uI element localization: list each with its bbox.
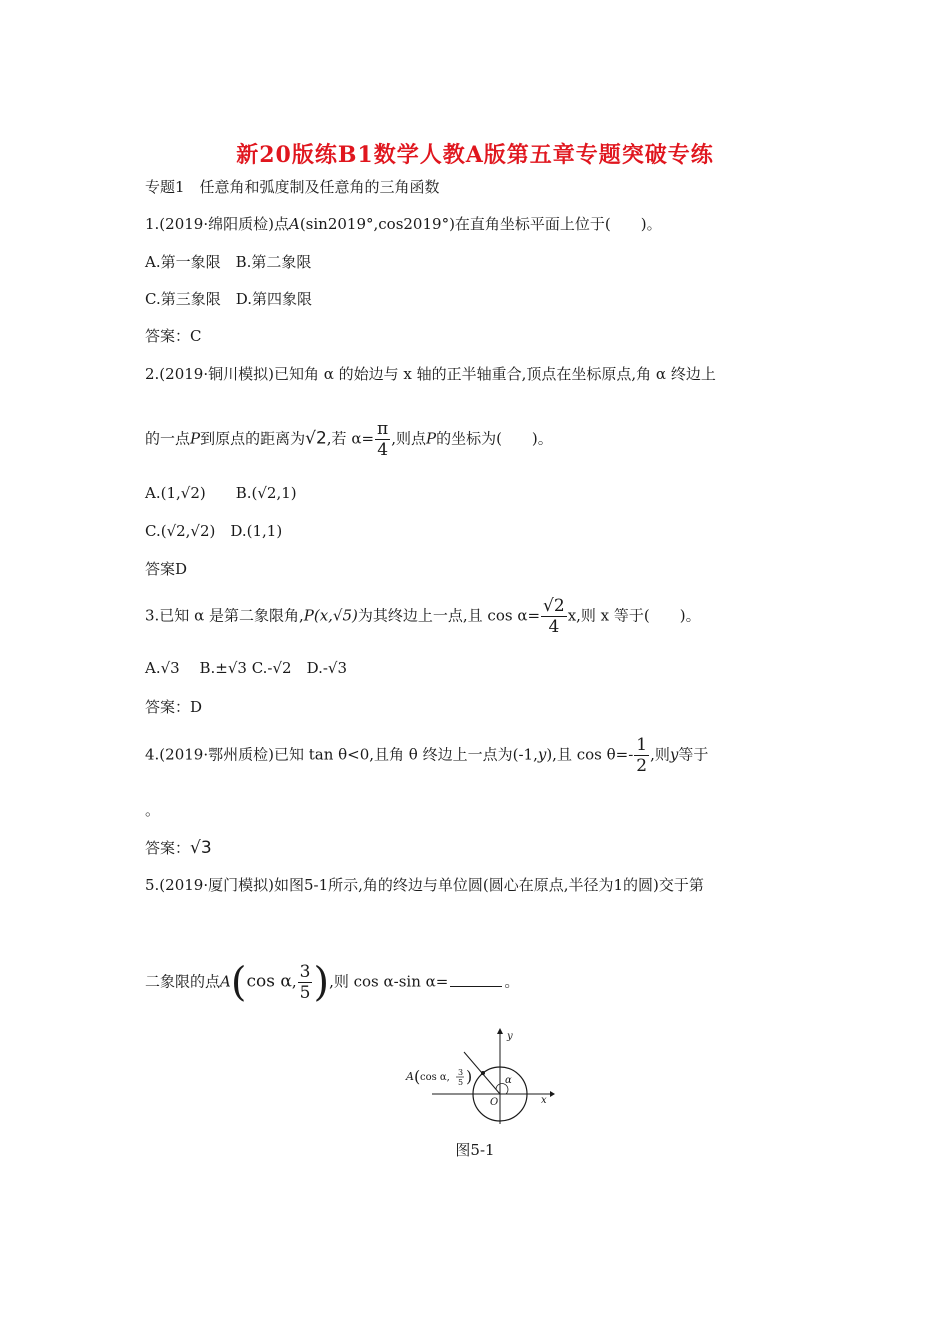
fraction-root2-over-4: $\frac{√2}{4}$: [543, 596, 565, 637]
question-5-stem-line1: 5.(2019·厦门模拟)如图5-1所示,角的终边与单位圆(圆心在原点,半径为1的圆)交于第: [145, 876, 704, 894]
question-4-blank-line: 。: [145, 801, 161, 819]
fraction-pi-over-4: $\frac{\pi}{4}$: [377, 419, 389, 460]
x-label: x: [541, 1095, 547, 1106]
question-2-options-ab: A.(1,√2) B.(√2,1): [145, 484, 297, 502]
point-a-cos-label: cos α,: [420, 1072, 450, 1083]
origin-label: O: [490, 1097, 499, 1108]
question-4-answer: 答案：√3: [145, 838, 212, 858]
fraction-3-over-5: $\frac{3}{5}$: [299, 962, 311, 1003]
root-2: √2: [305, 428, 327, 449]
unit-circle-figure: [400, 1025, 560, 1125]
figure-frac-den: 5: [458, 1078, 464, 1087]
figure-caption: 图5-1: [455, 1141, 495, 1159]
question-5-stem-line2: 二象限的点A(cos α, $\frac{3}{5}$ ),则 cos α-sin α= 。: [145, 959, 520, 1006]
question-3-answer: 答案：D: [145, 698, 203, 716]
document-title: 新20版练B1数学人教A版第五章专题突破专练: [236, 142, 714, 168]
question-2-stem-line2: 的一点P到原点的距离为√2,若 α= $\frac{\pi}{4}$ ,则点P的坐标为( )。: [145, 419, 553, 460]
question-1-options-cd: C.第三象限 D.第四象限: [145, 290, 312, 308]
question-1-answer: 答案：C: [145, 327, 202, 345]
figure-frac-num: 3: [458, 1068, 464, 1077]
y-axis-arrow-icon: [497, 1028, 503, 1034]
topic-heading: 专题1 任意角和弧度制及任意角的三角函数: [145, 178, 440, 196]
question-3-stem: 3.已知 α 是第二象限角,P(x,√5)为其终边上一点,且 cos α= $\frac{√2}{4}$ x,则 x 等于( )。: [145, 596, 701, 637]
svg-text:(: (: [414, 1067, 421, 1086]
question-4-stem: 4.(2019·鄂州质检)已知 tan θ<0,且角 θ 终边上一点为(-1,y),且 cos θ=- $\frac{1}{2}$ ,则y等于: [145, 735, 709, 776]
answer-blank: [450, 986, 502, 987]
question-2-options-cd: C.(√2,√2) D.(1,1): [145, 522, 283, 540]
x-axis-arrow-icon: [550, 1091, 555, 1097]
point-a-dot: [481, 1071, 485, 1075]
point-a-label: A: [406, 1070, 414, 1083]
alpha-label: α: [505, 1075, 512, 1086]
fraction-1-over-2: $\frac{1}{2}$: [636, 735, 648, 776]
question-3-options: A.√3 B.±√3 C.-√2 D.-√3: [145, 659, 348, 677]
y-label: y: [507, 1031, 513, 1042]
question-1-stem: 1.(2019·绵阳质检)点A(sin2019°,cos2019°)在直角坐标平面上位于( )。: [145, 215, 662, 233]
svg-text:): ): [466, 1067, 473, 1086]
question-1-options-ab: A.第一象限 B.第二象限: [145, 253, 312, 271]
question-2-answer: 答案D: [145, 560, 188, 578]
question-2-stem-line1: 2.(2019·铜川模拟)已知角 α 的始边与 x 轴的正半轴重合,顶点在坐标原点,角 α 终边上: [145, 365, 716, 383]
